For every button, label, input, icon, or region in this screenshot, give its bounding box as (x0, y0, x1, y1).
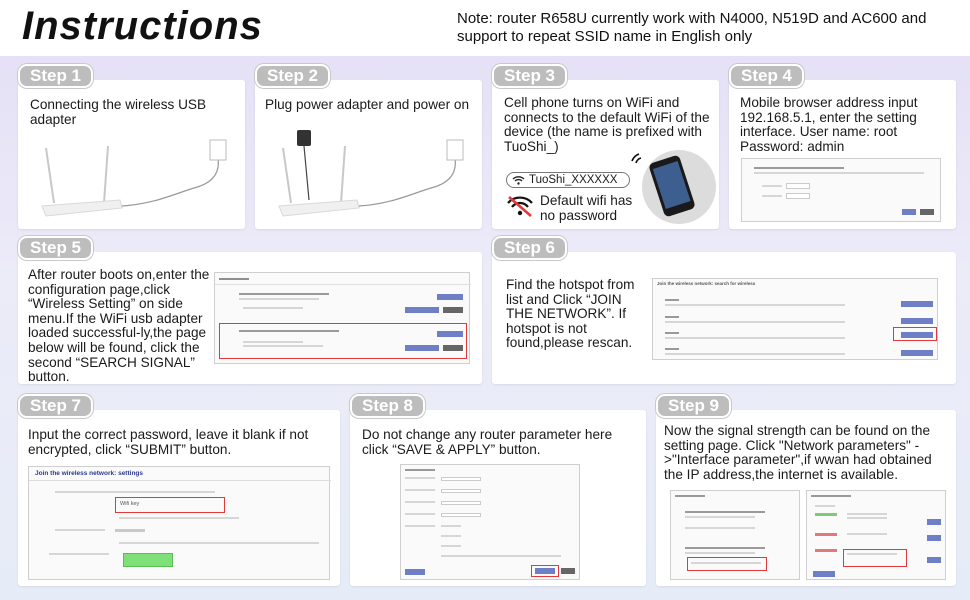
step-6-badge: Step 6 (492, 236, 567, 260)
wifi-icon (512, 175, 525, 185)
step-2-text: Plug power adapter and power on (265, 97, 470, 112)
step-7-badge: Step 7 (18, 394, 93, 418)
login-screenshot (741, 158, 941, 222)
phone-illustration (648, 154, 696, 217)
step-9-card (656, 410, 956, 586)
wifi-key-highlight (115, 497, 225, 513)
step-1-card (18, 80, 245, 229)
wifi-signal-icon (630, 152, 652, 172)
step-3-badge: Step 3 (492, 64, 567, 88)
step-7-text: Input the correct password, leave it blank if not encrypted, click “SUBMIT” button. (28, 427, 309, 457)
submit-button-highlight (123, 553, 173, 567)
step-3-text: Cell phone turns on WiFi and connects to the default WiFi of the device (the name is prefixed with TuoShi_) (504, 95, 710, 154)
step-7-card (18, 410, 340, 586)
ssid-label: TuoShi_XXXXXX (529, 174, 618, 186)
step-4-card (729, 80, 956, 229)
step-5-text: After router boots on,enter the configuration page,click “Wireless Setting” on side menu.If the WiFi usb adapter loaded successful-ly,the page below will be found, click the second “SEARCH SIGNAL” button. (28, 267, 210, 385)
router-usb-illustration (24, 128, 244, 226)
step-8-text: Do not change any router parameter here click “SAVE & APPLY” button. (362, 427, 613, 457)
save-apply-screenshot (400, 464, 580, 580)
signal-strength-highlight (687, 557, 767, 571)
scan-list-title: Join the wireless network: search for wireless (657, 281, 756, 286)
step-1-badge: Step 1 (18, 64, 93, 88)
step-4-text: Mobile browser address input 192.168.5.1, enter the setting interface. User name: root Password: admin (740, 95, 918, 154)
header (0, 0, 970, 56)
page-title: Instructions (22, 4, 263, 48)
step-1-text: Connecting the wireless USB adapter (30, 97, 207, 127)
header-note: Note: router R658U currently work with N4000, N519D and AC600 and support to repeat SSID name in English only (457, 10, 927, 45)
wifi-key-label: Wifi key (120, 501, 140, 507)
step-2-badge: Step 2 (255, 64, 330, 88)
router-power-illustration (261, 124, 481, 224)
step-8-card (350, 410, 646, 586)
step-4-badge: Step 4 (729, 64, 804, 88)
settings-screenshot-title: Join the wireless network: settings (35, 470, 143, 477)
no-wifi-password-icon (506, 194, 534, 218)
wireless-status-screenshot (214, 272, 470, 364)
step-6-text: Find the hotspot from list and Click “JOIN THE NETWORK”. If hotspot is not found,please rescan. (506, 277, 635, 351)
interface-parameter-screenshot (806, 490, 946, 580)
ssid-pill (506, 172, 630, 188)
step-2-card (255, 80, 482, 229)
step-8-badge: Step 8 (350, 394, 425, 418)
wireless-status-result-screenshot (670, 490, 800, 580)
step-5-card (18, 252, 482, 384)
step-9-badge: Step 9 (656, 394, 731, 418)
no-password-text: Default wifi has no password (540, 193, 633, 223)
step-3-card (492, 80, 719, 229)
wwan-ip-highlight (843, 549, 907, 567)
step-9-text: Now the signal strength can be found on the setting page. Click "Network parameters" ->"Interface parameter",if wwan had obtained the IP address,the internet is available. (664, 423, 932, 482)
phone-circle (642, 150, 716, 224)
wifi-settings-screenshot (28, 466, 330, 580)
step-6-card (492, 252, 956, 384)
step-5-badge: Step 5 (18, 236, 93, 260)
scan-list-screenshot (652, 278, 938, 360)
